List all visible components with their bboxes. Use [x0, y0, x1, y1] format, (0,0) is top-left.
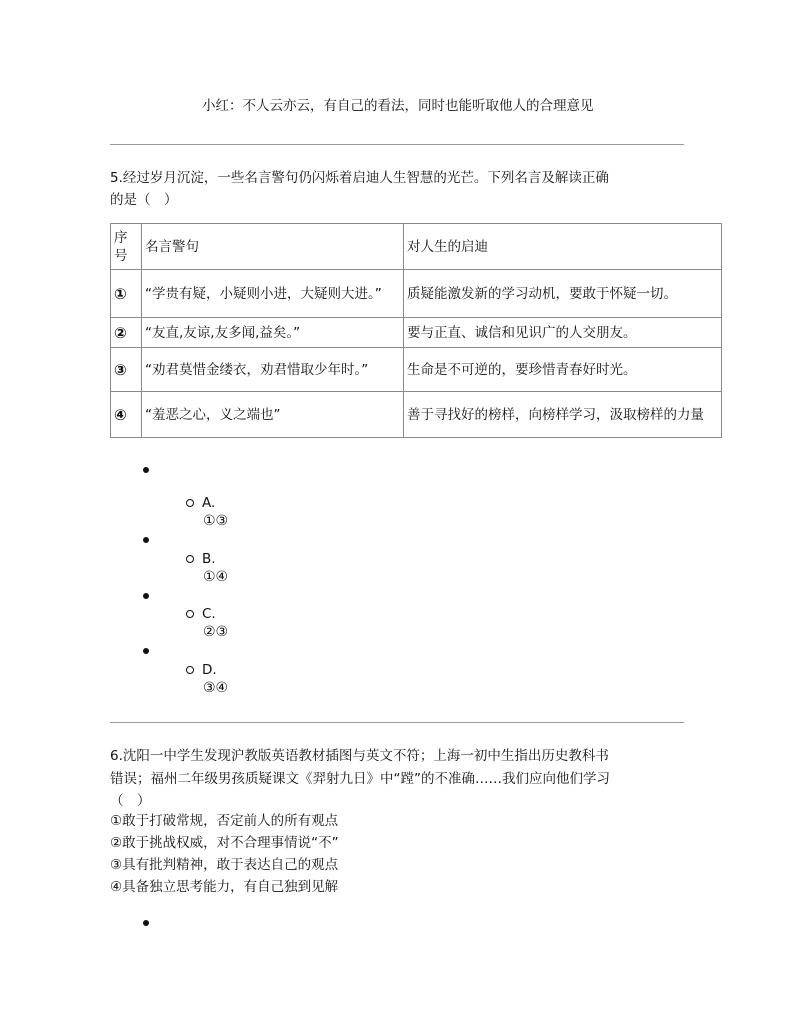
row-quote: “学贵有疑，小疑则小进，大疑则大进。” [142, 270, 404, 318]
bullet-icon [143, 920, 149, 926]
option-letter: C. [202, 606, 216, 622]
row-insight: 质疑能激发新的学习动机，要敢于怀疑一切。 [404, 270, 722, 318]
table-row [111, 348, 722, 392]
option-answer: ③④ [203, 680, 229, 696]
bullet-icon [143, 537, 149, 543]
q5-stem-line1: 5.经过岁月沉淀，一些名言警句仍闪烁着启迪人生智慧的光芒。下列名言及解读正确 [110, 170, 609, 186]
option-a[interactable] [186, 494, 228, 530]
statement-2: ②敢于挑战权威，对不合理事情说“不” [110, 835, 339, 851]
row-number: ① [111, 270, 142, 318]
table-row [111, 270, 722, 318]
row-number: ④ [111, 392, 142, 438]
table-row [111, 392, 722, 438]
row-insight: 要与正直、诚信和见识广的人交朋友。 [404, 318, 722, 348]
option-letter: A. [202, 495, 216, 511]
row-number: ② [111, 318, 142, 348]
bullet-icon [143, 467, 149, 473]
option-answer: ②③ [203, 624, 229, 640]
row-quote: “劝君莫惜金缕衣，劝君惜取少年时。” [142, 348, 404, 392]
option-answer: ①④ [203, 569, 229, 585]
separator [110, 144, 684, 145]
q6-stem-line1: 6.沈阳一中学生发现沪教版英语教材插图与英文不符；上海一初中生指出历史教科书 [110, 748, 609, 764]
option-d[interactable] [186, 661, 228, 697]
option-letter: B. [202, 551, 216, 567]
q5-stem-line2: 的是（ ） [110, 192, 178, 208]
row-insight: 生命是不可逆的，要珍惜青春好时光。 [404, 348, 722, 392]
radio-circle-icon [186, 666, 194, 674]
radio-circle-icon [186, 610, 194, 618]
row-quote: “羞恶之心，义之端也” [142, 392, 404, 438]
row-insight: 善于寻找好的榜样，向榜样学习，汲取榜样的力量 [404, 392, 722, 438]
bullet-icon [143, 593, 149, 599]
radio-circle-icon [186, 555, 194, 563]
option-answer: ①③ [203, 513, 229, 529]
row-quote: “友直,友谅,友多闻,益矣。” [142, 318, 404, 348]
q4-answer-tail: 小红：不人云亦云，有自己的看法，同时也能听取他人的合理意见 [202, 98, 594, 114]
option-letter: D. [202, 662, 217, 678]
table-row [111, 318, 722, 348]
row-number: ③ [111, 348, 142, 392]
option-b[interactable] [186, 550, 228, 586]
statement-4: ④具备独立思考能力，有自己独到见解 [110, 879, 339, 895]
header-insight: 对人生的启迪 [404, 224, 722, 270]
q6-stem-line2: 错误；福州二年级男孩质疑课文《羿射九日》中“蹚”的不准确……我们应向他们学习 [110, 771, 610, 787]
table-header-row [111, 224, 722, 270]
q6-stem-line3: （ ） [110, 793, 151, 809]
header-quote: 名言警句 [142, 224, 404, 270]
bullet-icon [143, 648, 149, 654]
header-number: 序号 [111, 224, 142, 270]
statement-3: ③具有批判精神，敢于表达自己的观点 [110, 857, 339, 873]
option-c[interactable] [186, 605, 228, 641]
statement-1: ①敢于打破常规，否定前人的所有观点 [110, 813, 339, 829]
quote-table [110, 223, 722, 438]
separator [110, 722, 684, 723]
radio-circle-icon [186, 499, 194, 507]
